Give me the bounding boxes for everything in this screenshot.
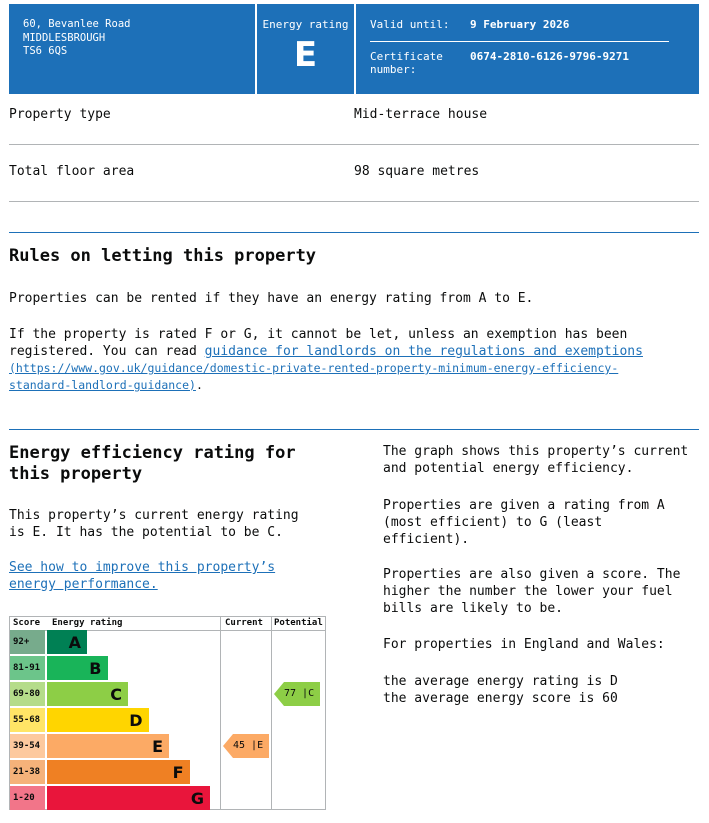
letting-p2-line-2 <box>9 343 699 360</box>
chart-header <box>10 617 325 631</box>
band-letter: A <box>68 633 81 652</box>
floor-area-value: 98 square metres <box>354 164 480 179</box>
certificate-header <box>9 4 699 94</box>
energy-rating-chart <box>9 616 326 810</box>
chart-header-current: Current <box>225 618 263 628</box>
letting-p2-line-1: If the property is rated F or G, it cannot be let, unless an exemption has been <box>9 327 628 342</box>
chart-divider-current <box>220 617 221 809</box>
property-type-value: Mid-terrace house <box>354 107 488 122</box>
band-bar <box>47 682 128 706</box>
band-letter: G <box>190 789 204 808</box>
landlord-guidance-link[interactable]: guidance for landlords on the regulations and exemptions <box>204 344 643 359</box>
current-rating-arrow <box>223 734 269 758</box>
certificate-label-line-2: number: <box>370 63 417 76</box>
score-explanation-line-1: Properties are also given a score. The <box>383 567 681 582</box>
rating-explanation <box>383 497 703 548</box>
band-letter: F <box>172 763 184 782</box>
address-line-2: MIDDLESBROUGH <box>23 31 106 44</box>
rating-explanation-line-1: Properties are given a rating from A <box>383 498 665 513</box>
band-letter: B <box>89 659 102 678</box>
band-score-range: 55-68 <box>10 708 45 732</box>
efficiency-title-line-1: Energy efficiency rating for <box>9 443 296 463</box>
header-divider <box>370 41 669 42</box>
letting-title: Rules on letting this property <box>9 246 317 266</box>
address-line-3: TS6 6QS <box>23 45 68 57</box>
score-explanation-line-2: higher the number the lower your fuel <box>383 584 673 599</box>
potential-rating-arrow <box>274 682 320 706</box>
score-explanation <box>383 566 703 617</box>
chart-divider-potential <box>271 617 272 809</box>
floor-area-row <box>9 164 699 202</box>
property-address <box>9 4 255 94</box>
averages <box>383 673 703 707</box>
chart-header-potential: Potential <box>274 618 323 628</box>
chart-header-energy-rating: Energy rating <box>52 618 123 628</box>
efficiency-title-line-2: this property <box>9 464 143 484</box>
band-letter: E <box>152 737 163 756</box>
band-bar <box>47 656 108 680</box>
band-score-range: 1-20 <box>10 786 45 810</box>
band-score-range: 39-54 <box>10 734 45 758</box>
floor-area-label: Total floor area <box>9 164 135 179</box>
graph-explanation <box>383 443 703 477</box>
efficiency-summary <box>9 507 299 541</box>
valid-until-label: Valid until: <box>370 18 450 31</box>
average-score: the average energy score is 60 <box>383 691 618 706</box>
url-period: . <box>195 378 203 392</box>
letting-paragraph-2 <box>9 326 699 394</box>
band-score-range: 81-91 <box>10 656 45 680</box>
improve-link-line-1[interactable]: See how to improve this property’s <box>9 560 276 575</box>
current-rating-arrow-label: 45 |E <box>233 740 264 751</box>
energy-rating-label: Energy rating <box>262 18 349 31</box>
chart-header-score: Score <box>13 618 41 628</box>
band-score-range: 69-80 <box>10 682 45 706</box>
rating-explanation-line-3: efficient). <box>383 532 470 547</box>
certificate-info <box>356 4 699 94</box>
improve-performance-link[interactable] <box>9 559 275 593</box>
potential-rating-arrow-label: 77 |C <box>284 688 315 699</box>
band-bar <box>47 630 87 654</box>
letting-paragraph-1: Properties can be rented if they have an energy rating from A to E. <box>9 291 534 306</box>
letting-p2-url <box>9 360 699 394</box>
score-explanation-line-3: bills are likely to be. <box>383 601 564 616</box>
landlord-guidance-url-line-1[interactable]: (https://www.gov.uk/guidance/domestic-private-rented-property-minimum-energy-efficiency- <box>9 361 619 375</box>
property-type-row <box>9 107 699 145</box>
certificate-number-label <box>370 50 470 76</box>
section-divider <box>9 232 699 233</box>
section-divider-2 <box>9 429 699 430</box>
property-type-label: Property type <box>9 107 111 122</box>
rating-explanation-line-2: (most efficient) to G (least <box>383 515 603 530</box>
energy-rating-box <box>257 4 354 94</box>
valid-until-value: 9 February 2026 <box>470 18 570 31</box>
address-line-1: 60, Bevanlee Road <box>23 18 131 30</box>
letting-p2-text: registered. You can read <box>9 344 205 359</box>
certificate-label-line-1: Certificate <box>370 50 443 63</box>
band-score-range: 92+ <box>10 630 45 654</box>
band-letter: C <box>110 685 122 704</box>
band-bar <box>47 734 169 758</box>
efficiency-title <box>9 443 296 485</box>
certificate-number-value: 0674-2810-6126-9796-9271 <box>470 50 629 63</box>
average-rating: the average energy rating is D <box>383 674 618 689</box>
landlord-guidance-url-line-2[interactable]: standard-landlord-guidance) <box>9 378 196 392</box>
graph-explanation-line-1: The graph shows this property’s current <box>383 444 689 459</box>
energy-rating-letter: E <box>293 35 318 75</box>
band-bar <box>47 760 190 784</box>
england-wales-note: For properties in England and Wales: <box>383 637 665 652</box>
band-score-range: 21-38 <box>10 760 45 784</box>
improve-link-line-2[interactable]: energy performance. <box>9 577 158 592</box>
band-bar <box>47 786 210 810</box>
band-bar <box>47 708 149 732</box>
efficiency-summary-line-2: is E. It has the potential to be C. <box>9 525 283 540</box>
graph-explanation-line-2: and potential energy efficiency. <box>383 461 634 476</box>
band-letter: D <box>129 711 143 730</box>
efficiency-summary-line-1: This property’s current energy rating <box>9 508 299 523</box>
